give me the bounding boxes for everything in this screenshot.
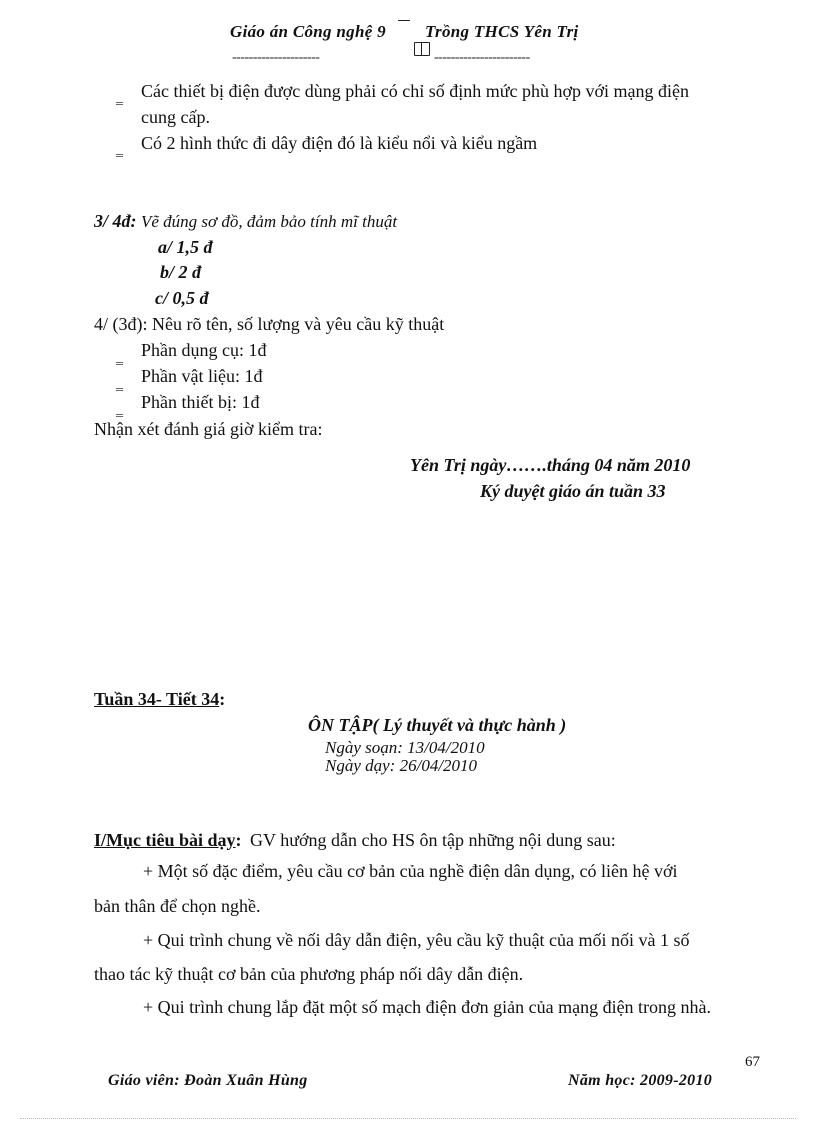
objective-paragraph: + Một số đặc điểm, yêu cầu cơ bản của nghề điện dân dụng, có liên hệ với	[143, 861, 678, 881]
q4-line	[94, 314, 444, 335]
objective-paragraph: + Qui trình chung về nối dây dẫn điện, yêu cầu kỹ thuật của mối nối và 1 số	[143, 930, 690, 950]
q4-item: Phần thiết bị: 1đ	[141, 392, 260, 412]
bullet-mark: ‗	[116, 142, 123, 157]
date-taught: Ngày dạy: 26/04/2010	[325, 756, 478, 775]
header-overline	[398, 20, 410, 21]
bullet-mark: ‗	[116, 376, 123, 391]
q4-label: 4/ (3đ):	[94, 314, 148, 334]
bullet-mark: ‗	[116, 90, 123, 105]
lesson-week-colon: :	[219, 689, 226, 709]
header-title-left: Giáo án Công nghệ 9	[230, 22, 386, 41]
lesson-title-main: ÔN TẬP	[308, 715, 373, 735]
date-prepared: Ngày soạn: 13/04/2010	[325, 738, 485, 757]
page-bottom-border	[20, 1118, 796, 1119]
q4-item: Phần dụng cụ: 1đ	[141, 340, 267, 360]
bullet-text: Có 2 hình thức đi dây điện đó là kiểu nổi và kiểu ngầm	[141, 133, 538, 153]
q3-item-c: c/ 0,5 đ	[155, 288, 209, 308]
objectives-line	[94, 830, 616, 851]
book-icon	[414, 42, 430, 56]
q3-item-b: b/ 2 đ	[160, 262, 202, 282]
q3-text: Vẽ đúng sơ đồ, đảm bảo tính mĩ thuật	[141, 212, 398, 231]
objectives-intro: GV hướng dẫn cho HS ôn tập những nội dung sau:	[250, 830, 616, 850]
q3-label: 3/ 4đ:	[94, 211, 137, 231]
q4-text: Nêu rõ tên, số lượng và yêu cầu kỹ thuật	[152, 314, 445, 334]
objectives-label: I/Mục tiêu bài dạy	[94, 830, 236, 850]
q3-line	[94, 211, 397, 232]
lesson-week	[94, 689, 225, 710]
header-rule-left: ---------------------	[232, 50, 320, 65]
header-title-right: Trồng THCS Yên Trị	[425, 22, 579, 41]
bullet-text-continued: cung cấp.	[141, 107, 210, 127]
q4-item: Phần vật liệu: 1đ	[141, 366, 263, 386]
objective-paragraph: + Qui trình chung lắp đặt một số mạch điện đơn giản của mạng điện trong nhà.	[143, 997, 712, 1017]
q3-item-a: a/ 1,5 đ	[158, 237, 213, 257]
signature-approval: Ký duyệt giáo án tuần 33	[480, 481, 666, 501]
signature-date: Yên Trị ngày…….tháng 04 năm 2010	[410, 455, 691, 475]
objective-paragraph-cont: bản thân để chọn nghề.	[94, 896, 261, 916]
objective-paragraph-cont: thao tác kỹ thuật cơ bản của phương pháp nối dây dẫn điện.	[94, 964, 524, 984]
lesson-title	[308, 715, 566, 736]
lesson-week-label: Tuần 34- Tiết 34	[94, 689, 220, 709]
lesson-title-sub: ( Lý thuyết và thực hành )	[372, 715, 567, 735]
footer-year: Năm học: 2009-2010	[568, 1072, 713, 1089]
header-rule-right: -----------------------	[434, 50, 530, 65]
review-heading: Nhận xét đánh giá giờ kiểm tra:	[94, 419, 323, 439]
page-number: 67	[745, 1054, 760, 1070]
footer-teacher: Giáo viên: Đoàn Xuân Hùng	[108, 1072, 308, 1089]
bullet-mark: ‗	[116, 402, 123, 417]
objectives-colon: :	[235, 830, 242, 850]
bullet-mark: ‗	[116, 350, 123, 365]
bullet-text: Các thiết bị điện được dùng phải có chỉ số định mức phù hợp với mạng điện	[141, 81, 689, 101]
